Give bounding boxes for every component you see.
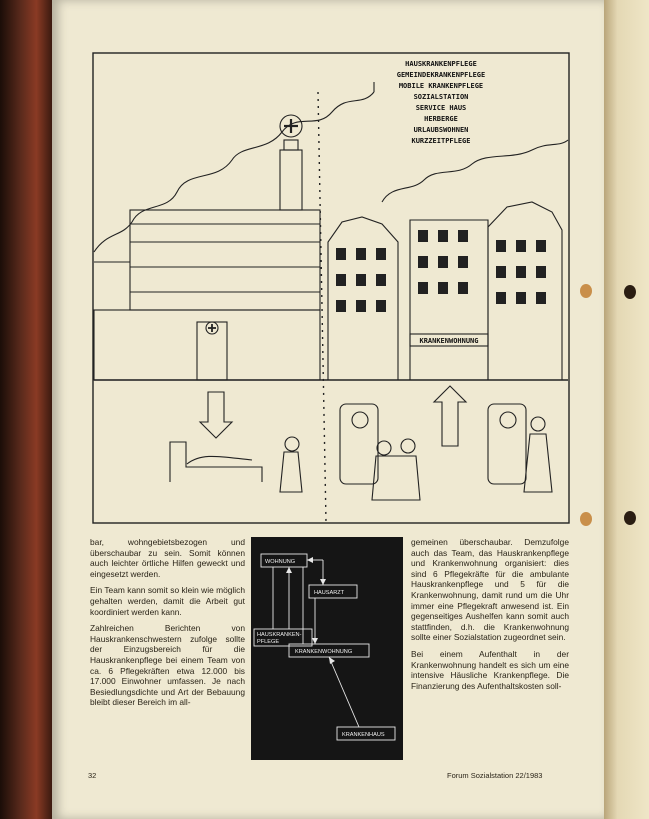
diagram-box-krankenhaus: KRANKENHAUS	[342, 732, 385, 738]
paragraph: Zahlreichen Berichten von Hauskrankenschwestern zufolge sollte der Einzugsbereich für die Hauskrankenpflege bei einem Team von ca. 6 Pflegekräften etwa 12.000 bis 17.000 Einwohner umfassen. Je nach Besiedlungsdichte und Art der Bebauung bleibt dieser Bereich im all-	[90, 623, 245, 708]
diagram-box-wohnung: WOHNUNG	[265, 559, 296, 565]
paragraph: gemeinen überschaubar. Demzufolge auch das Team, das Hauskrankenpflege und Krankenwohnung organisiert: dies sind 6 Pflegekräfte für die ambulante Hauskrankenpflege und 5 für die Krankenwohnung, damit rund um die Uhr immer eine Pflegekraft anwesend ist. Ein gegenseitiges Aushelfen kann somit auch stattfinden, d.h. die Krankenwohnung sollte einer Sozialstation zugeordnet sein.	[411, 537, 569, 643]
care-network-diagram	[251, 537, 403, 760]
text-column-left	[90, 537, 245, 714]
service-label: HAUSKRANKENPFLEGE	[405, 60, 477, 68]
diagram-box-hauskrankenpflege: HAUSKRANKEN-	[257, 632, 302, 638]
punch-hole	[580, 512, 592, 526]
house-sign: KRANKENWOHNUNG	[419, 337, 479, 345]
diagram-box-krankenwohnung: KRANKENWOHNUNG	[295, 649, 353, 655]
punch-hole	[580, 284, 592, 298]
illustration	[92, 52, 570, 524]
diagram-box-hausarzt: HAUSARZT	[314, 590, 345, 596]
service-label: GEMEINDEKRANKENPFLEGE	[396, 71, 486, 79]
binder-edge	[0, 0, 52, 819]
punch-hole	[624, 285, 636, 299]
paragraph: bar, wohngebietsbezogen und überschaubar zu sein. Somit können auch leichter örtliche Hilfen geweckt und eingesetzt werden.	[90, 537, 245, 579]
service-label: MOBILE KRANKENPFLEGE	[398, 82, 484, 90]
service-label: URLAUBSWOHNEN	[413, 126, 469, 134]
service-label: KURZZEITPFLEGE	[411, 137, 471, 145]
diagram-box-hauskrankenpflege: PFLEGE	[257, 639, 280, 645]
punch-hole	[624, 511, 636, 525]
text-column-right	[411, 537, 569, 697]
service-label: SERVICE HAUS	[415, 104, 467, 112]
journal-footer: Forum Sozialstation 22/1983	[447, 771, 543, 780]
paragraph: Bei einem Aufenthalt in der Krankenwohnung handelt es sich um eine intensive Häusliche Krankenpflege. Die Finanzierung des Aufenthaltskosten soll-	[411, 648, 569, 691]
service-label: SOZIALSTATION	[413, 93, 469, 101]
page-number: 32	[88, 771, 97, 780]
service-label: HERBERGE	[424, 115, 458, 123]
next-page-edge	[604, 0, 649, 819]
paragraph: Ein Team kann somit so klein wie möglich gehalten werden, damit die Arbeit gut koordiniert werden kann.	[90, 585, 245, 617]
